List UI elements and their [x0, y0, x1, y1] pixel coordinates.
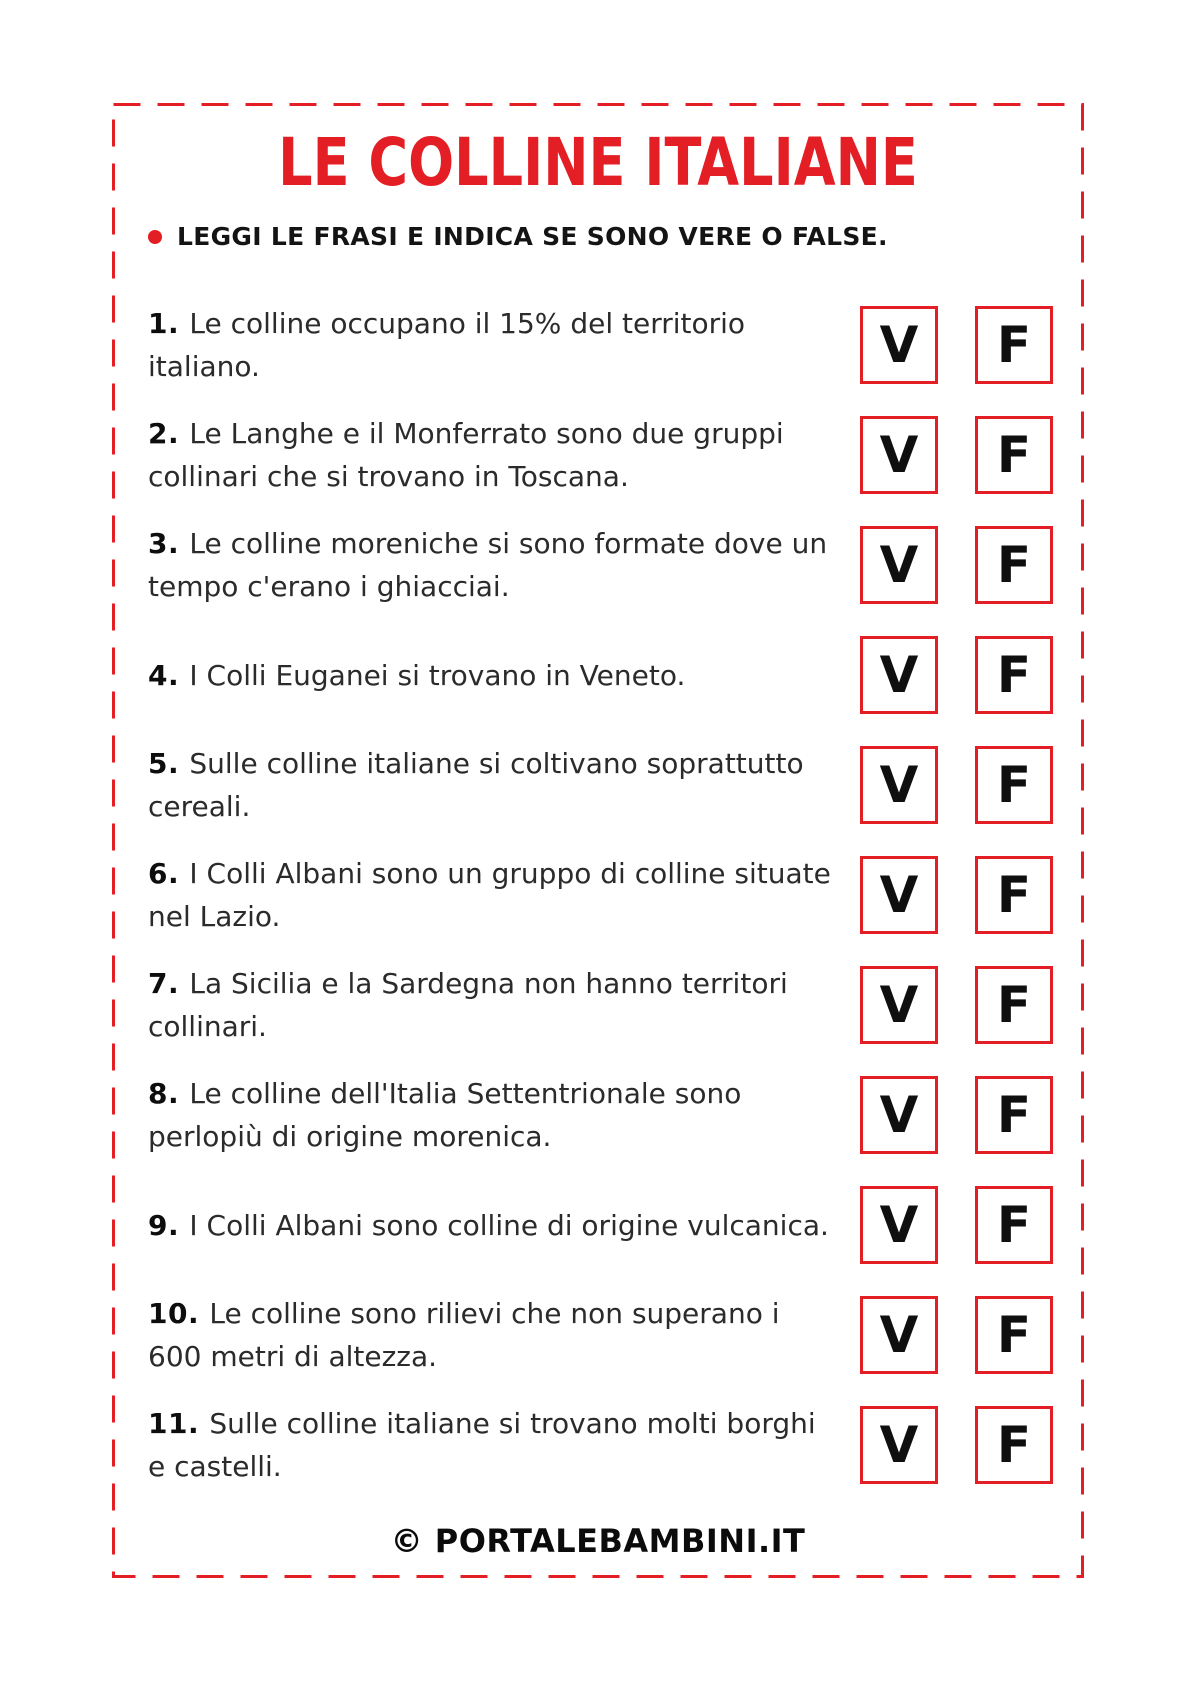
question-sentence: La Sicilia e la Sardegna non hanno territori collinari. — [148, 967, 788, 1043]
question-text — [148, 742, 838, 828]
page-title: LE COLLINE ITALIANE — [278, 124, 918, 201]
question-number: 2. — [148, 417, 190, 450]
question-number: 5. — [148, 747, 190, 780]
false-checkbox[interactable] — [975, 1406, 1053, 1484]
true-checkbox[interactable] — [860, 306, 938, 384]
question-text — [148, 1292, 838, 1378]
true-checkbox[interactable] — [860, 636, 938, 714]
answer-boxes — [860, 1076, 1053, 1154]
question-row — [148, 1296, 1053, 1374]
false-checkbox[interactable] — [975, 746, 1053, 824]
question-text — [148, 412, 838, 498]
question-text — [148, 1204, 838, 1247]
question-sentence: Le Langhe e il Monferrato sono due gruppi collinari che si trovano in Toscana. — [148, 417, 784, 493]
false-checkbox[interactable] — [975, 636, 1053, 714]
question-number: 11. — [148, 1407, 210, 1440]
question-row — [148, 1076, 1053, 1154]
answer-boxes — [860, 966, 1053, 1044]
true-checkbox[interactable] — [860, 416, 938, 494]
question-number: 6. — [148, 857, 190, 890]
question-sentence: I Colli Euganei si trovano in Veneto. — [189, 658, 686, 692]
true-checkbox[interactable] — [860, 1186, 938, 1264]
false-label: F — [996, 426, 1032, 484]
false-checkbox[interactable] — [975, 306, 1053, 384]
question-sentence: Sulle colline italiane si trovano molti borghi e castelli. — [148, 1407, 816, 1483]
answer-boxes — [860, 1296, 1053, 1374]
answer-boxes — [860, 306, 1053, 384]
false-checkbox[interactable] — [975, 416, 1053, 494]
true-checkbox[interactable] — [860, 966, 938, 1044]
question-text — [148, 302, 838, 388]
false-label: F — [996, 1306, 1032, 1364]
false-label: F — [996, 1196, 1032, 1254]
answer-boxes — [860, 416, 1053, 494]
answer-boxes — [860, 636, 1053, 714]
question-row — [148, 1186, 1053, 1264]
question-text — [148, 522, 838, 608]
question-number: 3. — [148, 527, 190, 560]
question-text — [148, 962, 838, 1048]
false-label: F — [996, 1416, 1032, 1474]
true-checkbox[interactable] — [860, 746, 938, 824]
true-label: V — [879, 316, 919, 374]
question-sentence: Le colline moreniche si sono formate dove un tempo c'erano i ghiacciai. — [148, 527, 828, 603]
question-sentence: Le colline sono rilievi che non superano i 600 metri di altezza. — [148, 1297, 780, 1373]
question-row — [148, 966, 1053, 1044]
false-checkbox[interactable] — [975, 526, 1053, 604]
question-sentence: Le colline occupano il 15% del territorio italiano. — [148, 307, 746, 383]
true-label: V — [879, 1196, 919, 1254]
answer-boxes — [860, 1186, 1053, 1264]
bullet-icon — [148, 230, 162, 244]
true-checkbox[interactable] — [860, 526, 938, 604]
question-text — [148, 1072, 838, 1158]
question-sentence: I Colli Albani sono colline di origine vulcanica. — [189, 1208, 829, 1242]
question-list — [148, 306, 1053, 1484]
question-sentence: Le colline dell'Italia Settentrionale sono perlopiù di origine morenica. — [148, 1077, 742, 1153]
question-sentence: I Colli Albani sono un gruppo di colline situate nel Lazio. — [148, 857, 831, 933]
question-row — [148, 856, 1053, 934]
true-label: V — [879, 756, 919, 814]
false-label: F — [996, 976, 1032, 1034]
true-label: V — [879, 426, 919, 484]
true-checkbox[interactable] — [860, 856, 938, 934]
question-number: 10. — [148, 1297, 210, 1330]
question-number: 4. — [148, 658, 190, 692]
false-checkbox[interactable] — [975, 856, 1053, 934]
false-checkbox[interactable] — [975, 966, 1053, 1044]
question-text — [148, 1402, 838, 1488]
true-checkbox[interactable] — [860, 1076, 938, 1154]
question-number: 9. — [148, 1208, 190, 1242]
question-text — [148, 852, 838, 938]
question-number: 1. — [148, 307, 190, 340]
false-checkbox[interactable] — [975, 1076, 1053, 1154]
answer-boxes — [860, 1406, 1053, 1484]
true-label: V — [879, 1416, 919, 1474]
answer-boxes — [860, 526, 1053, 604]
false-label: F — [996, 536, 1032, 594]
true-label: V — [879, 536, 919, 594]
false-label: F — [996, 646, 1032, 704]
instruction-text: LEGGI LE FRASI E INDICA SE SONO VERE O FALSE. — [177, 222, 888, 251]
false-checkbox[interactable] — [975, 1296, 1053, 1374]
question-number: 7. — [148, 967, 190, 1000]
true-label: V — [879, 1306, 919, 1364]
question-row — [148, 306, 1053, 384]
question-sentence: Sulle colline italiane si coltivano soprattutto cereali. — [148, 747, 804, 823]
true-label: V — [879, 976, 919, 1034]
true-checkbox[interactable] — [860, 1296, 938, 1374]
true-checkbox[interactable] — [860, 1406, 938, 1484]
true-label: V — [879, 866, 919, 924]
false-label: F — [996, 866, 1032, 924]
true-label: V — [879, 646, 919, 704]
answer-boxes — [860, 856, 1053, 934]
question-row — [148, 526, 1053, 604]
answer-boxes — [860, 746, 1053, 824]
instruction-line — [148, 222, 888, 251]
question-row — [148, 1406, 1053, 1484]
question-number: 8. — [148, 1077, 190, 1110]
false-label: F — [996, 316, 1032, 374]
false-label: F — [996, 756, 1032, 814]
question-row — [148, 636, 1053, 714]
question-row — [148, 746, 1053, 824]
false-label: F — [996, 1086, 1032, 1144]
footer-credit: © PORTALEBAMBINI.IT — [390, 1522, 806, 1560]
true-label: V — [879, 1086, 919, 1144]
question-text — [148, 654, 838, 697]
question-row — [148, 416, 1053, 494]
false-checkbox[interactable] — [975, 1186, 1053, 1264]
